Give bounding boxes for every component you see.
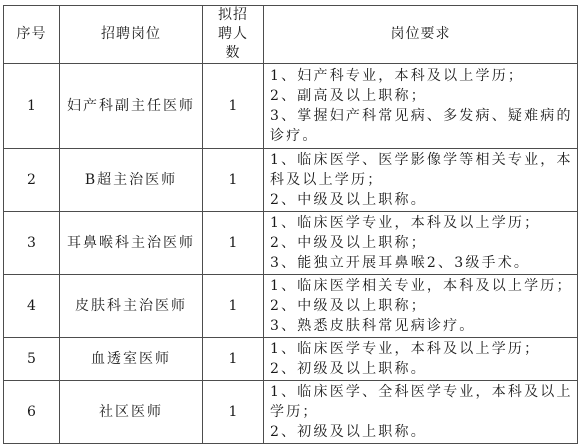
- row-requirements: [264, 275, 578, 338]
- table-row: [4, 338, 578, 381]
- row-position: 社区医师: [60, 381, 203, 444]
- recruitment-table-container: [3, 5, 577, 444]
- row-count: 1: [203, 149, 264, 212]
- row-requirements: [264, 149, 578, 212]
- requirement-line: 2、初级及以上职称。: [270, 361, 427, 377]
- requirement-line: 3、掌握妇产科常见病、多发病、疑难病的诊疗。: [270, 108, 573, 144]
- header-count: 拟招聘人数: [203, 6, 264, 64]
- row-requirements: [264, 212, 578, 275]
- row-count: 1: [203, 381, 264, 444]
- row-position: B超主治医师: [60, 149, 203, 212]
- requirement-line: 1、临床医学专业，本科及以上学历；: [270, 341, 541, 357]
- row-no: 6: [4, 381, 60, 444]
- table-row: [4, 381, 578, 444]
- row-position: 血透室医师: [60, 338, 203, 381]
- row-no: 2: [4, 149, 60, 212]
- row-no: 1: [4, 64, 60, 149]
- requirement-line: 3、熟悉皮肤科常见病诊疗。: [270, 318, 476, 334]
- row-requirements: [264, 381, 578, 444]
- row-position: 妇产科副主任医师: [60, 64, 203, 149]
- table-row: [4, 212, 578, 275]
- requirement-line: 1、临床医学相关专业，本科及以上学历；: [270, 278, 573, 294]
- row-no: 5: [4, 338, 60, 381]
- table-row: [4, 275, 578, 338]
- header-position: 招聘岗位: [60, 6, 203, 64]
- row-no: 3: [4, 212, 60, 275]
- row-position: 耳鼻喉科主治医师: [60, 212, 203, 275]
- header-requirements: 岗位要求: [264, 6, 578, 64]
- requirement-line: 1、临床医学专业，本科及以上学历；: [270, 215, 541, 231]
- row-requirements: [264, 338, 578, 381]
- table-row: [4, 149, 578, 212]
- row-count: 1: [203, 212, 264, 275]
- row-count: 1: [203, 338, 264, 381]
- requirement-line: 1、临床医学、医学影像学等相关专业，本科及以上学历；: [270, 152, 573, 188]
- requirement-line: 3、能独立开展耳鼻喉2、3级手术。: [270, 255, 531, 271]
- row-requirements: [264, 64, 578, 149]
- requirement-line: 2、副高及以上职称；: [270, 88, 427, 104]
- requirement-line: 2、中级及以上职称；: [270, 235, 427, 251]
- table-row: [4, 64, 578, 149]
- recruitment-table: [3, 5, 578, 444]
- requirement-line: 1、妇产科专业，本科及以上学历；: [270, 68, 525, 84]
- requirement-line: 2、中级及以上职称。: [270, 192, 427, 208]
- requirement-line: 2、初级及以上职称。: [270, 424, 427, 440]
- header-no: 序号: [4, 6, 60, 64]
- row-position: 皮肤科主治医师: [60, 275, 203, 338]
- requirement-line: 2、中级及以上职称；: [270, 298, 427, 314]
- header-row: [4, 6, 578, 64]
- row-count: 1: [203, 64, 264, 149]
- row-no: 4: [4, 275, 60, 338]
- row-count: 1: [203, 275, 264, 338]
- requirement-line: 1、临床医学、全科医学专业，本科及以上学历；: [270, 384, 573, 420]
